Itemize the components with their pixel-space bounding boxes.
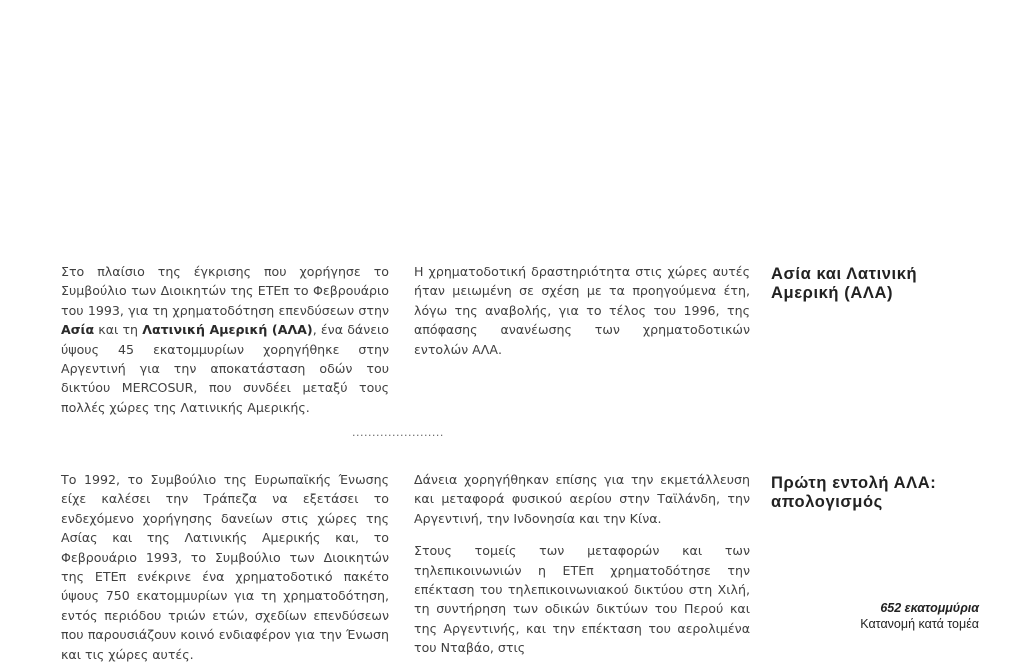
- section2-paragraph-3: Στους τομείς των μεταφορών και των τηλεπικοινωνιών η ΕΤΕπ χρηματοδότησε την επέκταση του τηλεπικοινωνιακού δικτύου στη Χιλή, τη συντήρηση των οδικών δικτύων του Περού και της Αργεντινής, και την επέκταση του αερολιμένα του Νταβάο, στις: [414, 543, 750, 656]
- section-heading-first-mandate-review: Πρώτη εντολή ΑΛΑ: απολογισμός: [771, 474, 937, 511]
- section1-column-left: [61, 262, 389, 430]
- paragraph-text: και τη: [94, 322, 143, 338]
- bold-term-asia: Ασία: [61, 322, 95, 338]
- paragraph-text: , ένα δάνειο ύψους 45 εκατομμυρίων χορηγήθηκε στην Αργεντινή για την αποκατάσταση οδών του δικτύου MERCOSUR, που συνδέει μεταξύ τους πολλές χώρες της Λατινικής Αμερικής.: [61, 322, 390, 415]
- section2-column-right: [414, 470, 750, 671]
- section2-column-left: [61, 470, 389, 672]
- caption-amount: 652 εκατομμύρια: [880, 601, 979, 615]
- figure-caption: [771, 600, 979, 632]
- section-separator: .......................: [352, 426, 444, 439]
- section1-paragraph-2: Η χρηματοδοτική δραστηριότητα στις χώρες αυτές ήταν μειωμένη σε σχέση με τα προηγούμενα έτη, λόγω της αναβολής, για το τέλος του 1996, της απόφασης ανανέωσης των χρηματοδοτικών εντολών ΑΛΑ.: [414, 264, 750, 357]
- section1-column-right: [414, 262, 750, 372]
- section2-paragraph-2: Δάνεια χορηγήθηκαν επίσης για την εκμετάλλευση και μεταφορά φυσικού αερίου στην Ταϊλάνδη, την Αργεντινή, την Ινδονησία και την Κίνα.: [414, 472, 750, 526]
- paragraph-text: Στο πλαίσιο της έγκρισης που χορήγησε το Συμβούλιο των Διοικητών της ΕΤΕπ το Φεβρουάριο του 1993, για τη χρηματοδότηση επενδύσεων στην: [61, 264, 389, 318]
- bold-term-latin-america: Λατινική Αμερική (ΑΛΑ): [142, 322, 313, 338]
- caption-text: Κατανομή κατά τομέα: [860, 617, 979, 631]
- section2-paragraph-1: Το 1992, το Συμβούλιο της Ευρωπαϊκής Ένωσης είχε καλέσει την Τράπεζα να εξετάσει το ενδεχόμενο χορήγησης δανείων στις χώρες της Ασίας και της Λατινικής Αμερικής και, το Φεβρουάριο 1993, το Συμβούλιο των Διοικητών της ΕΤΕπ ενέκρινε ένα χρηματοδοτικό πακέτο ύψους 750 εκατομμυρίων για τη χρηματοδότηση, εντός περιόδου τριών ετών, σχεδίων επενδύσεων που παρουσιάζουν κοινό ενδιαφέρον για την Ένωση και τις χώρες αυτές.: [61, 472, 389, 662]
- section-heading-asia-latin-america: Ασία και Λατινική Αμερική (ΑΛΑ): [771, 265, 918, 302]
- section1-paragraph-1: [61, 262, 389, 417]
